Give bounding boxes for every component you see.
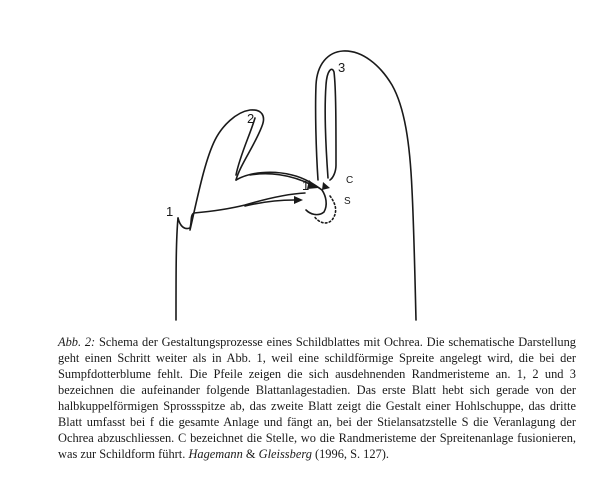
figure-caption (58, 334, 576, 462)
petiole-junction-outline (306, 190, 326, 215)
caption-citation: (1996, S. 127). (311, 447, 389, 461)
caption-author-2: Gleissberg (258, 447, 312, 461)
caption-author-1: Hagemann (188, 447, 243, 461)
label-point-c: C (346, 175, 354, 186)
label-leaf-1-outer: 1 (166, 204, 174, 219)
caption-text: Schema der Gestaltungsprozesse eines Schildblattes mit Ochrea. Die schematische Darstellung geht einen Schritt weiter als in Abb. 1, weil eine schildförmige Spreite angelegt wird, die bei der Sumpfdotterblume fehlt. Die Pfeile zeigen die sich ausdehnenden Randmeristeme an. 1, 2 und 3 bezeichnen die aufeinander folgende Blattanlagestadien. Das erste Blatt hebt sich gerade von der halbkuppelförmigen Sprossspitze ab, das zweite Blatt zeigt die Gestalt einer Hohlschuppe, das dritte Blatt umfasst bei f die gesamte Anlage und fängt an, bei der Stielansatzstelle S die Veranlagung der Ochrea abzuschliessen. C bezeichnet die Stelle, wo die Randmeristeme der Spreitenanlage fusionieren, was zur Schildform führt. (58, 335, 577, 461)
arrowhead-c (322, 182, 330, 190)
shoot-apex-outline (194, 193, 305, 213)
leaf-3-outline (316, 51, 416, 320)
arrowhead-lower (294, 196, 303, 204)
label-leaf-1-inner: 1 (302, 178, 310, 193)
label-leaf-2: 2 (247, 111, 255, 126)
caption-label: Abb. 2: (58, 335, 96, 349)
leaf-3-inner-outline (325, 69, 336, 180)
label-point-s: S (344, 196, 351, 207)
base-line-left (176, 218, 178, 320)
caption-ampersand: & (242, 447, 259, 461)
label-leaf-3: 3 (338, 60, 346, 75)
